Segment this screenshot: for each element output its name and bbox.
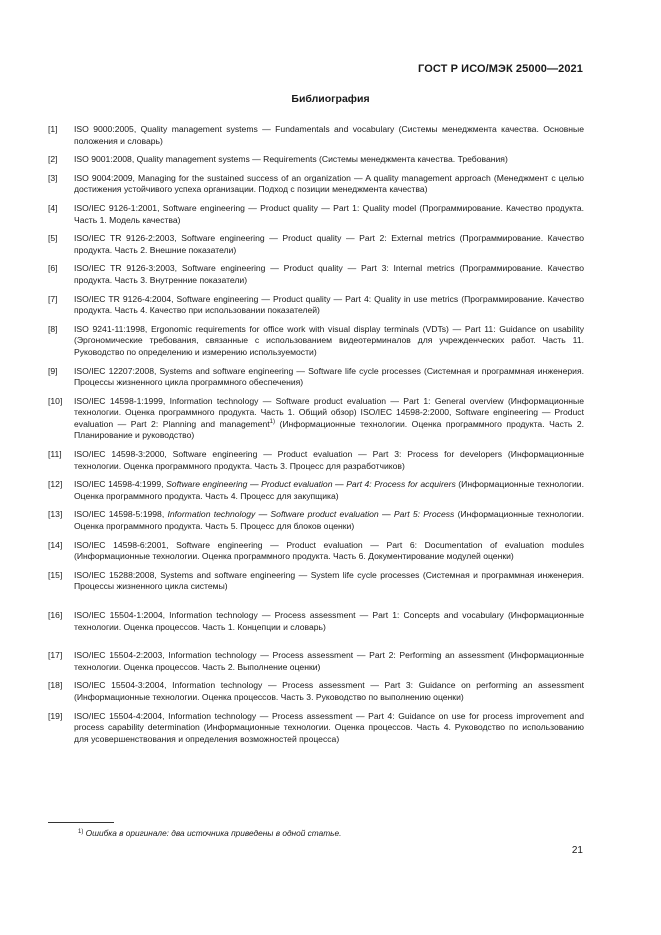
entry-number: [9] (48, 365, 58, 376)
bib-entry-11 (48, 449, 584, 472)
entry-number: [13] (48, 509, 63, 520)
footnote (78, 828, 341, 838)
entry-number: [12] (48, 479, 63, 490)
footnote-divider (48, 822, 114, 823)
entry-number: [16] (48, 610, 63, 620)
entry-italic-title: Software engineering — Product evaluation — Part 4: Process for acquirers (166, 479, 456, 490)
entry-text: ISO 9000:2005, Quality management systems — Fundamentals and vocabulary (Системы менеджмента качества. Основные положения и словарь) (74, 124, 584, 146)
footnote-mark: 1) (78, 829, 84, 835)
entry-text (74, 509, 584, 532)
bib-entry-13 (48, 509, 584, 532)
footnote-reference: 1) (269, 418, 276, 425)
bib-entry-12 (48, 479, 584, 502)
entry-number: [7] (48, 293, 58, 304)
bib-entry-5 (48, 233, 584, 256)
entry-number: [5] (48, 233, 58, 244)
bib-entry-18 (48, 680, 584, 703)
bib-entry-8 (48, 324, 584, 359)
entry-text-part: (Информационные технологии. Оценка программного продукта. Часть 5. Процесс для блоков оценки) (74, 509, 584, 532)
document-header: ГОСТ Р ИСО/МЭК 25000—2021 (418, 63, 583, 75)
bib-entry-2 (48, 154, 584, 166)
entry-number: [14] (48, 539, 63, 550)
entry-text: ISO 9004:2009, Managing for the sustained success of an organization — A quality management approach (Менеджмент с целью достижения устойчивого успеха организации. Подход с позиции менеджмента качества) (74, 172, 584, 195)
entry-text: ISO/IEC 15288:2008, Systems and software engineering — System life cycle processes (Системная и программная инженерия. Процессы жизненного цикла системы) (74, 569, 584, 592)
entry-number: [17] (48, 650, 63, 661)
bib-entry-7 (48, 294, 584, 317)
entry-number: [15] (48, 569, 63, 580)
bib-entry-14 (48, 540, 584, 563)
entry-text: ISO/IEC TR 9126-2:2003, Software engineering — Product quality — Part 2: External metrics (Программирование. Качество продукта. Часть 2. Внешние показатели) (74, 233, 584, 255)
bib-entry-6 (48, 263, 584, 286)
bibliography-list (48, 124, 584, 752)
entry-text: ISO/IEC 15504-2:2003, Information technology — Process assessment — Part 2: Performing an assessment (Информационные технологии. Оценка процессов. Часть 2. Выполнение оценки) (74, 650, 584, 672)
entry-number: [1] (48, 124, 58, 134)
bib-entry-4 (48, 203, 584, 226)
entry-number: [11] (48, 449, 62, 460)
bib-entry-3 (48, 173, 584, 196)
entry-number: [6] (48, 263, 58, 274)
entry-number: [18] (48, 680, 63, 691)
entry-text: ISO/IEC 14598-6:2001, Software engineering — Product evaluation — Part 6: Documentation of evaluation modules (Информационные технологии. Оценка программного продукта. Часть 6. Документирование модулей оценки) (74, 539, 584, 562)
entry-text-part: ISO/IEC 14598-4:1999, (74, 479, 167, 490)
bib-entry-9 (48, 366, 584, 389)
entry-text: ISO/IEC 14598-3:2000, Software engineering — Product evaluation — Part 3: Process for developers (Информационные технологии. Оценка программного продукта. Часть 3. Процесс для разработчиков) (74, 449, 584, 471)
entry-text-part: (Информационные технологии. Оценка программного продукта. Часть 4. Процесс для закупщика) (74, 479, 584, 501)
entry-text (74, 479, 584, 502)
entry-text: ISO/IEC TR 9126-4:2004, Software engineering — Product quality — Part 4: Quality in use metrics (Программирование. Качество продукта. Часть 4. Качество при использовании показателей) (74, 293, 584, 316)
footnote-text: Ошибка в оригинале: два источника приведены в одной статье. (85, 828, 342, 838)
entry-text: ISO/IEC TR 9126-3:2003, Software engineering — Product quality — Part 3: Internal metrics (Программирование. Качество продукта. Часть 3. Внутренние показатели) (74, 263, 584, 285)
entry-text-part: ISO/IEC 14598-1:1999, Information technology — Software product evaluation — Part 1: General overview (Информационные технологии. Оценка программного продукта. Часть 1. Общий обзор) ISO/IEC 14598-2:2000, Software engineering — Product evaluation — Part 2: Planning and management (74, 395, 584, 429)
entry-text: ISO/IEC 15504-4:2004, Information technology — Process assessment — Part 4: Guidance on use for process improvement and process capability determination (Информационные технологии. Оценка процессов. Часть 4. Руководство по использованию для усовершенствования и определения возможностей процесса) (74, 710, 584, 744)
bib-entry-15 (48, 570, 584, 593)
bib-entry-17 (48, 650, 584, 673)
entry-number: [10] (48, 395, 63, 406)
entry-text: ISO/IEC 15504-3:2004, Information technology — Process assessment — Part 3: Guidance on performing an assessment (Информационные технологии. Оценка процессов. Часть 3. Руководство по выполнению оценки) (74, 680, 584, 702)
entry-text: ISO 9241-11:1998, Ergonomic requirements for office work with visual display terminals (VDTs) — Part 11: Guidance on usability (Эргономические требования, связанные с использованием видеотерминалов для учрежденческих работ. Часть 11. Руководство по определению и измерению используемости) (74, 323, 584, 357)
entry-text: ISO/IEC 9126-1:2001, Software engineering — Product quality — Part 1: Quality model (Программирование. Качество продукта. Часть 1. Модель качества) (74, 202, 584, 225)
entry-text (74, 396, 584, 442)
bib-entry-10 (48, 396, 584, 442)
bib-entry-19 (48, 711, 584, 746)
section-title: Библиография (291, 93, 370, 105)
bib-entry-16 (48, 610, 584, 633)
entry-number: [19] (48, 710, 63, 721)
page-number: 21 (571, 845, 583, 856)
entry-text-part: (Информационные технологии. Оценка программного продукта. Часть 2. Планирование и руководство) (74, 418, 584, 441)
entry-text: ISO/IEC 15504-1:2004, Information technology — Process assessment — Part 1: Concepts and vocabulary (Информационные технологии. Оценка процессов. Часть 1. Концепции и словарь) (74, 610, 584, 632)
entry-text-part: ISO/IEC 14598-5:1998, (74, 509, 168, 520)
entry-number: [2] (48, 154, 58, 165)
entry-number: [8] (48, 323, 58, 334)
entry-number: [3] (48, 172, 58, 183)
bib-entry-1 (48, 124, 584, 147)
entry-text: ISO 9001:2008, Quality management systems — Requirements (Системы менеджмента качества. Требования) (74, 154, 508, 165)
entry-number: [4] (48, 202, 58, 213)
entry-text: ISO/IEC 12207:2008, Systems and software engineering — Software life cycle processes (Системная и программная инженерия. Процессы жизненного цикла программного обеспечения) (74, 365, 584, 388)
entry-italic-title: Information technology — Software product evaluation — Part 5: Process (167, 509, 455, 520)
